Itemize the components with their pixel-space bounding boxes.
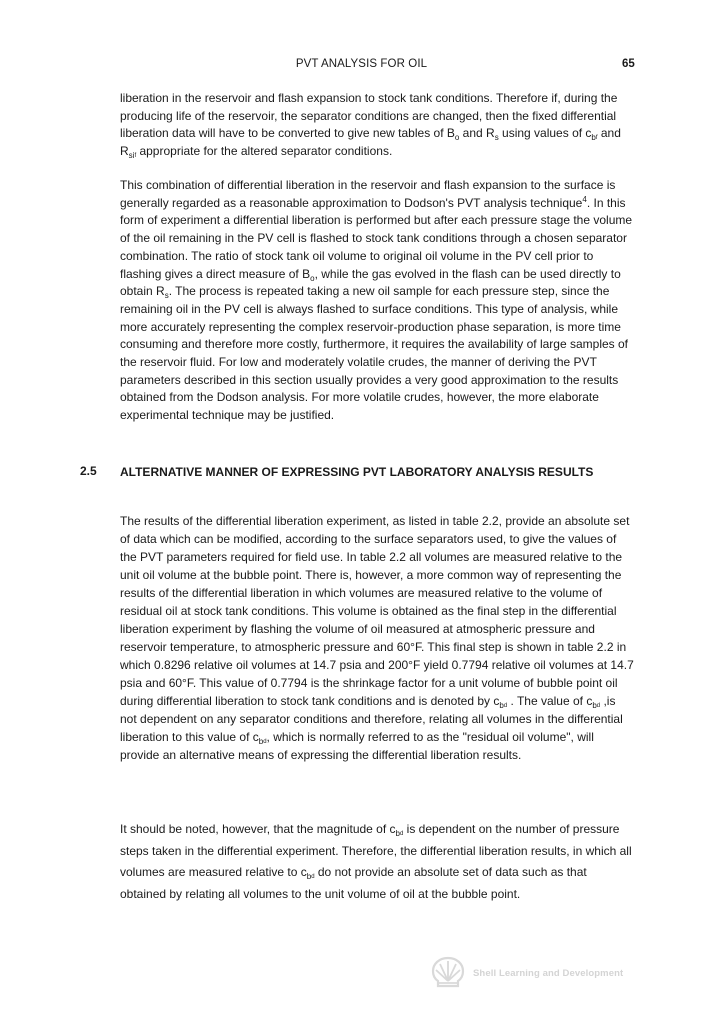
para1-sub-f: f: [595, 135, 598, 141]
para4-text-2: is dependent on the number of pressure steps taken in the differential experiment. Therefore, the differential liberation results, in which all volumes are measured relative to c: [120, 822, 632, 879]
para3-sub-d: d: [503, 703, 508, 709]
para3-sub-b2: b: [592, 701, 597, 710]
para1-sub-o: o: [454, 133, 460, 142]
para2-text-3: , while the gas evolved in the flash can be used directly to obtain R: [120, 266, 621, 299]
para2-text-4: . The process is repeated taking a new oil sample for each pressure step, since the remaining oil in the PV cell is always flashed to surface conditions. This type of analysis, while more accurately representing the complex reservoir-production phase separation, is more time consuming and therefore more costly, furthermore, it requires the availability of large samples of the reservoir fluid. For low and moderately volatile crudes, the manner of deriving the PVT parameters described in this section usually provides a very good approximation to the results obtained from the Dodson analysis. For more volatile crudes, however, the more elaborate experimental technique may be justified.: [120, 284, 629, 423]
paragraph-1: [120, 90, 634, 160]
paragraph-3: [120, 512, 634, 764]
para4-text-3: do not provide an absolute set of data such as that obtained by relating all volumes to the unit volume of oil at the bubble point.: [120, 865, 587, 901]
para3-sub-b3: b: [258, 737, 264, 746]
para4-sub-d2: d: [311, 874, 315, 880]
para3-text-3: ,is not dependent on any separator conditions and therefore, relating all volumes in the differential liberation to this value of c: [120, 694, 623, 744]
shell-logo-icon: [430, 955, 466, 989]
footer-brand-text: Shell Learning and Development: [473, 968, 624, 979]
para1-text-3: using values of c: [498, 126, 592, 140]
para3-text-2: . The value of c: [507, 694, 593, 708]
para4-sub-d: d: [399, 831, 404, 837]
para2-footnote-ref: 4: [582, 194, 587, 204]
section-title: ALTERNATIVE MANNER OF EXPRESSING PVT LABORATORY ANALYSIS RESULTS: [120, 465, 594, 479]
para2-text-1: This combination of differential liberation in the reservoir and flash expansion to the surface is generally regarded as a reasonable approximation to Dodson's PVT analysis technique: [120, 178, 616, 210]
para4-text-1: It should be noted, however, that the magnitude of c: [120, 822, 396, 836]
para1-sub-s: s: [494, 133, 499, 142]
para2-sub-s: s: [164, 291, 169, 301]
para4-sub-b: b: [395, 829, 400, 838]
paragraph-4: [120, 819, 634, 905]
para1-sub-f2: f: [134, 152, 137, 159]
para1-text-4: and R: [120, 126, 621, 158]
para3-sub-d3: d: [263, 739, 267, 745]
para1-text-2: and R: [459, 126, 495, 140]
page-number: 65: [622, 58, 635, 70]
para1-sub-b: b: [591, 133, 596, 142]
para4-sub-b2: b: [306, 872, 312, 881]
para3-sub-d2: d: [596, 703, 601, 709]
para1-text-1: liberation in the reservoir and flash expansion to stock tank conditions. Therefore if, during the producing life of the reservoir, the separator conditions are changed, then the fixed differential liberation data will have to be converted to give new tables of B: [120, 91, 618, 140]
paragraph-2: [120, 177, 634, 425]
section-number: 2.5: [80, 464, 97, 478]
para3-sub-b: b: [499, 701, 504, 710]
para2-sub-o: o: [310, 273, 315, 283]
para3-text-4: , which is normally referred to as the "residual oil volume", will provide an alternative means of expressing the differential liberation results.: [120, 730, 594, 762]
para3-text-1: The results of the differential liberation experiment, as listed in table 2.2, provide an absolute set of data which can be modified, according to the surface separators used, to give the values of the PVT parameters required for field use. In table 2.2 all volumes are measured relative to the unit oil volume at the bubble point. There is, however, a more common way of representing the results of the differential liberation in which volumes are measured relative to the volume of residual oil at stock tank conditions. This volume is obtained as the final step in the differential liberation experiment by flashing the volume of oil measured at atmospheric pressure and reservoir temperature, to atmospheric pressure and 60°F. This final step is shown in table 2.2 in which 0.8296 relative oil volumes at 14.7 psia and 200°F yield 0.7794 relative oil volumes at 14.7 psia and 60°F. This value of 0.7794 is the shrinkage factor for a unit volume of bubble point oil during differential liberation to stock tank conditions and is denoted by c: [120, 514, 634, 708]
para1-text-5: appropriate for the altered separator conditions.: [136, 143, 393, 158]
running-header-title: PVT ANALYSIS FOR OIL: [295, 58, 428, 70]
para2-text-2: . In this form of experiment a differential liberation is performed but after each pressure stage the volume of the oil remaining in the PV cell is flashed to stock tank conditions through a chosen separator combination. The ratio of stock tank oil volume to original oil volume in the PV cell prior to flashing gives a direct measure of B: [120, 195, 633, 281]
para1-sub-si: si: [128, 150, 135, 160]
